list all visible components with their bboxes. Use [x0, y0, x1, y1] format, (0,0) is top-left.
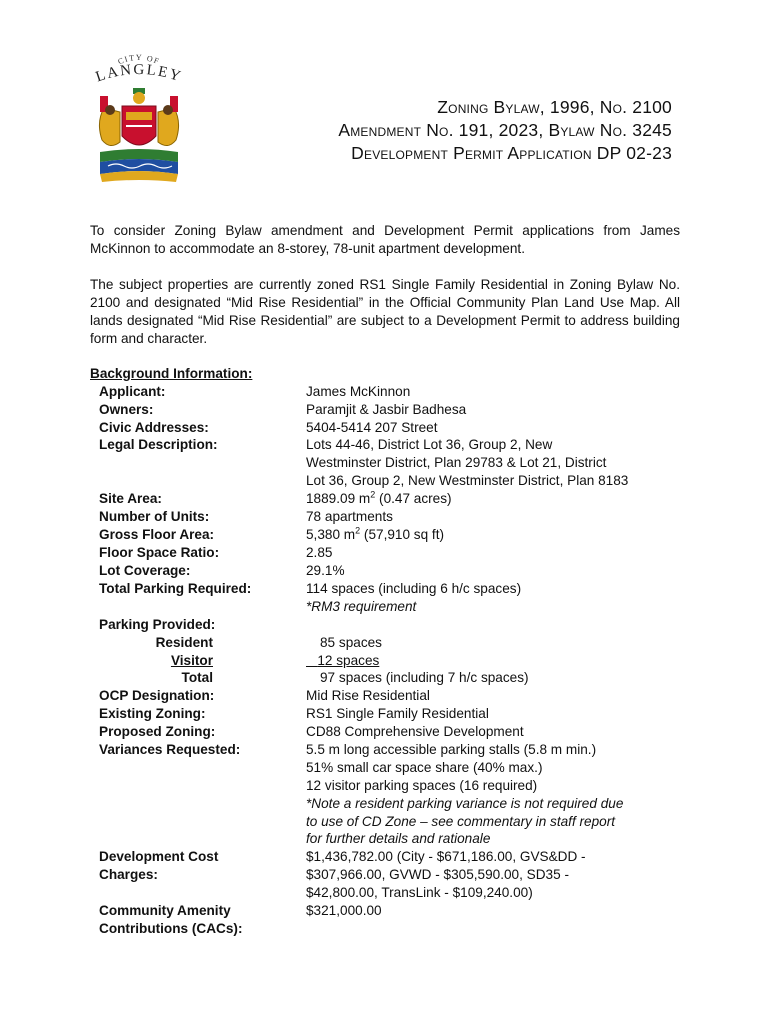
gross-floor-area-value: 5,380 $m^2$ (57,910 sq ft) [306, 525, 445, 542]
owners-value: Paramjit & Jasbir Badhesa [306, 402, 467, 417]
proposed-zoning-value: CD88 Comprehensive Development [306, 724, 524, 739]
number-of-units-value: 78 apartments [306, 509, 393, 524]
legal-description-line-3: Lot 36, Group 2, New Westminster District, Plan 8183 [306, 473, 629, 488]
lot-coverage-label: Lot Coverage: [99, 563, 191, 578]
total-parking-required-value: 114 spaces (including 6 h/c spaces) [306, 581, 522, 596]
variance-note-line-3: for further details and rationale [306, 831, 491, 846]
civic-addresses-label: Civic Addresses: [99, 420, 209, 435]
floor-space-ratio-label: Floor Space Ratio: [99, 545, 220, 560]
dcc-label-line-1: Development Cost [99, 849, 219, 864]
dcc-label-line-2: Charges: [99, 867, 158, 882]
logo-city-of: CITY OF [116, 52, 162, 67]
owners-label: Owners: [99, 402, 154, 417]
intro-paragraph-2: The subject properties are currently zoned RS1 Single Family Residential in Zoning Bylaw No. 2100 and designated “Mid Rise Residential” in the Official Community Plan Land Use Map. All lands designated “Mid Rise Residential” are subject to a Development Permit to address building form and character. [90, 277, 680, 346]
cac-value: $321,000.00 [306, 903, 382, 918]
visitor-value: 12 spaces [317, 653, 380, 668]
ocp-designation-label: OCP Designation: [99, 688, 215, 703]
dcc-value-line-1: $1,436,782.00 (City - $671,186.00, GVS&DD - [306, 849, 586, 864]
ocp-designation-value: Mid Rise Residential [306, 688, 430, 703]
floor-space-ratio-value: 2.85 [306, 545, 333, 560]
title-amendment: Amendment No. 191, 2023, Bylaw No. 3245 [338, 120, 672, 140]
lot-coverage-value: 29.1% [306, 563, 345, 578]
total-value: 97 spaces (including 7 h/c spaces) [320, 670, 529, 685]
variance-2: 51% small car space share (40% max.) [306, 760, 543, 775]
existing-zoning-value: RS1 Single Family Residential [306, 706, 489, 721]
visitor-label: Visitor [170, 653, 213, 668]
variance-note-line-2: to use of CD Zone – see commentary in staff report [306, 814, 616, 829]
title-development-permit: Development Permit Application DP 02-23 [351, 143, 672, 163]
variance-note-line-1: *Note a resident parking variance is not required due [306, 796, 624, 811]
resident-label: Resident [155, 635, 213, 650]
dcc-value-line-3: $42,800.00, TransLink - $109,240.00) [306, 885, 533, 900]
parking-provided-label: Parking Provided: [99, 617, 216, 632]
number-of-units-label: Number of Units: [99, 509, 210, 524]
total-parking-required-label: Total Parking Required: [99, 581, 252, 596]
city-logo [86, 50, 192, 200]
legal-description-line-2: Westminster District, Plan 29783 & Lot 21, District [306, 455, 607, 470]
city-crest-icon [86, 50, 192, 200]
total-label: Total [181, 670, 213, 685]
legal-description-line-1: Lots 44-46, District Lot 36, Group 2, New [306, 437, 553, 452]
logo-langley: LANGLEY [93, 61, 185, 86]
site-area-value: 1889.09 $m^2$ (0.47 acres) [306, 489, 452, 506]
intro-paragraph-1: To consider Zoning Bylaw amendment and Development Permit applications from James McKinnon to accommodate an 8-storey, 78-unit apartment development. [90, 223, 680, 256]
cac-label-line-1: Community Amenity [99, 903, 231, 918]
proposed-zoning-label: Proposed Zoning: [99, 724, 216, 739]
resident-value: 85 spaces [320, 635, 382, 650]
dcc-value-line-2: $307,966.00, GVWD - $305,590.00, SD35 - [306, 867, 569, 882]
variance-1: 5.5 m long accessible parking stalls (5.8 m min.) [306, 742, 597, 757]
cac-label-line-2: Contributions (CACs): [99, 921, 243, 936]
applicant-label: Applicant: [99, 384, 166, 399]
site-area-label: Site Area: [99, 491, 162, 506]
total-parking-required-note: *RM3 requirement [306, 599, 417, 614]
legal-description-label: Legal Description: [99, 437, 218, 452]
existing-zoning-label: Existing Zoning: [99, 706, 206, 721]
title-zoning-bylaw: Zoning Bylaw, 1996, No. 2100 [437, 97, 672, 117]
applicant-value: James McKinnon [306, 384, 411, 399]
civic-addresses-value: 5404-5414 207 Street [306, 420, 438, 435]
gross-floor-area-label: Gross Floor Area: [99, 527, 215, 542]
document-title-block [338, 96, 672, 165]
variances-requested-label: Variances Requested: [99, 742, 241, 757]
variance-3: 12 visitor parking spaces (16 required) [306, 778, 538, 793]
background-heading: Background Information: [90, 366, 253, 381]
